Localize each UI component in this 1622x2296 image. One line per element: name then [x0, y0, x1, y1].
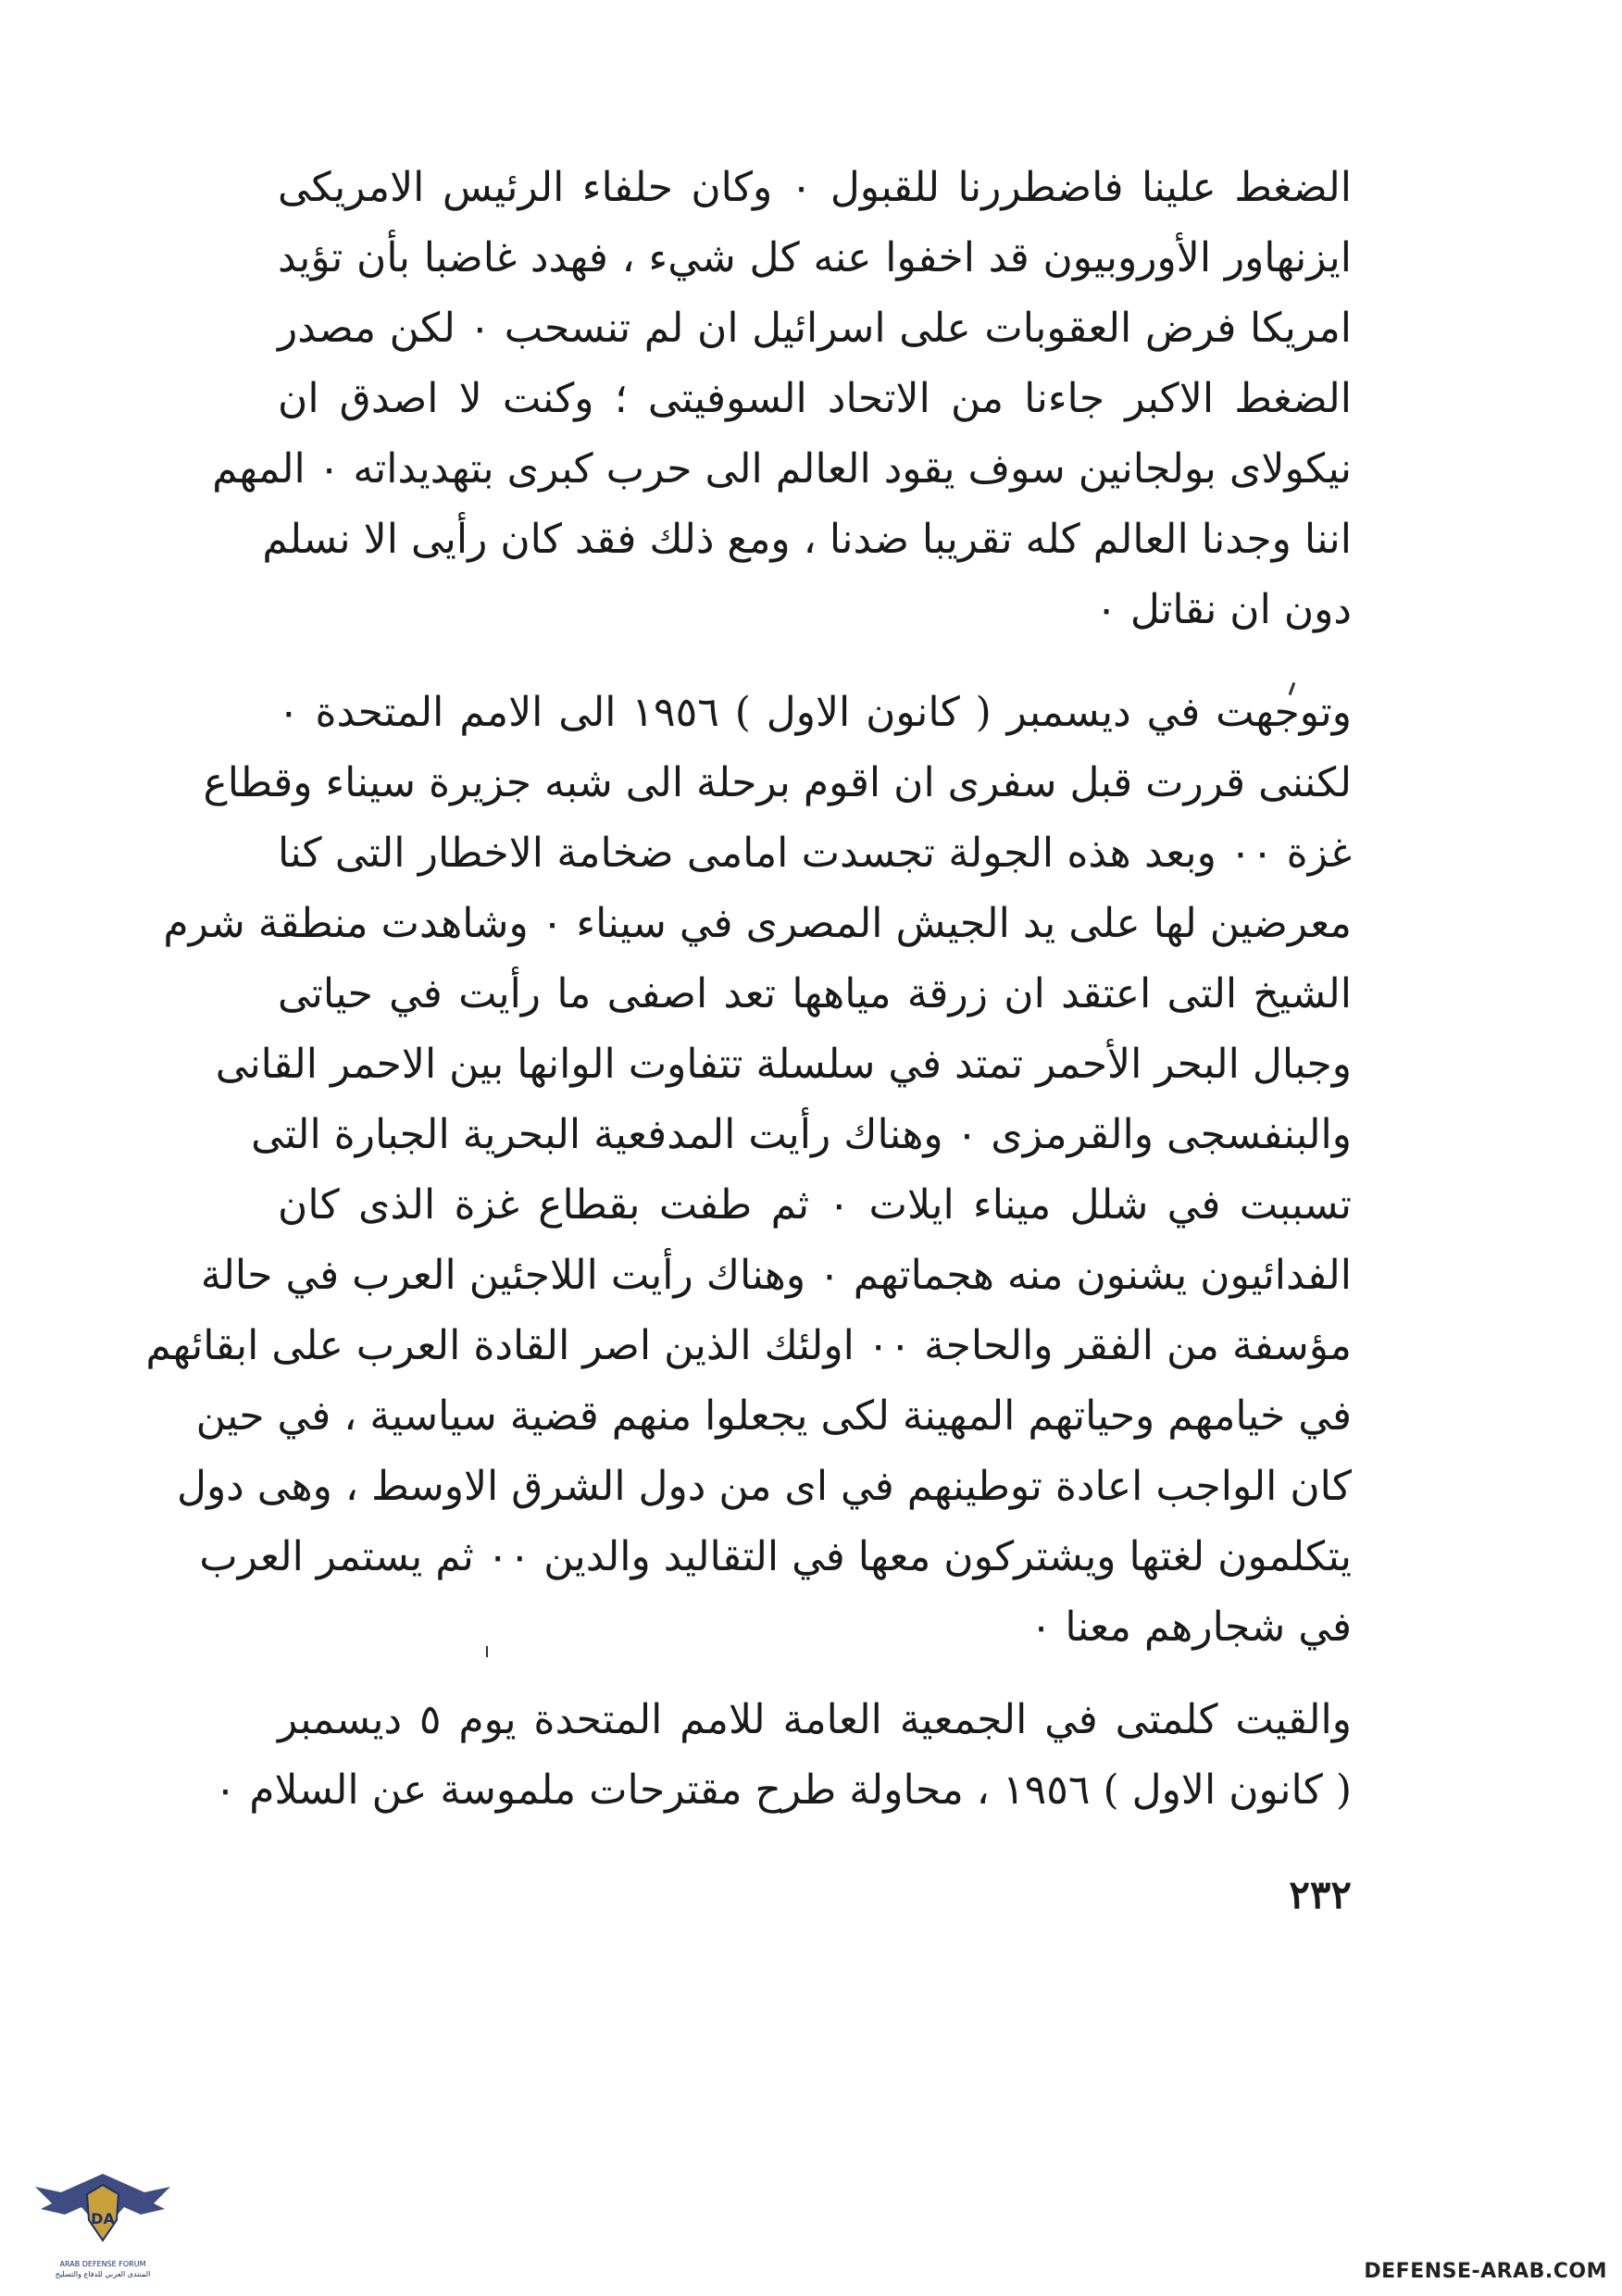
text-line: وجبال البحر الأحمر تمتد في سلسلة تتفاوت الوانها بين الاحمر القانى — [215, 1041, 1352, 1088]
text-line: ايزنهاور الأوروبيون قد اخفوا عنه كل شيء ، فهدد غاضبا بأن تؤيد — [278, 234, 1352, 281]
text-line: الشيخ التى اعتقد ان زرقة مياهها تعد اصفى ما رأيت في حياتى — [278, 970, 1352, 1017]
paragraph-2 — [145, 678, 1352, 1663]
text-line: والقيت كلمتى في الجمعية العامة للامم المتحدة يوم ٥ ديسمبر — [278, 1696, 1353, 1743]
watermark-logo — [33, 2166, 172, 2287]
svg-text:DA: DA — [91, 2210, 115, 2227]
text-line: تسببت في شلل ميناء ايلات ٠ ثم طفت بقطاع غزة الذى كان — [278, 1181, 1352, 1229]
text-line: كان الواجب اعادة توطينهم في اى من دول الشرق الاوسط ، وهى دول — [176, 1463, 1352, 1510]
text-line: في خيامهم وحياتهم المهينة لكى يجعلوا منهم قضية سياسية ، في حين — [195, 1392, 1352, 1440]
logo-caption-ar: المنتدى العربي للدفاع والتسليح — [55, 2270, 151, 2278]
scan-speck — [486, 1646, 488, 1657]
text-line: والبنفسجى والقرمزى ٠ وهناك رأيت المدفعية البحرية الجبارة التى — [251, 1111, 1352, 1158]
text-line: نيكولاى بولجانين سوف يقود العالم الى حرب كبرى بتهديداته ٠ المهم — [212, 445, 1352, 493]
text-line: معرضين لها على يد الجيش المصرى في سيناء ٠ وشاهدت منطقة شرم — [163, 900, 1352, 947]
logo-caption-en: ARAB DEFENSE FORUM — [59, 2260, 146, 2268]
text-line: ( كانون الاول ) ١٩٥٦ ، محاولة طرح مقترحات ملموسة عن السلام ٠ — [214, 1766, 1352, 1814]
text-line: اننا وجدنا العالم كله تقريبا ضدنا ، ومع ذلك فقد كان رأيى الا نسلم — [262, 516, 1352, 563]
eagle-shield-logo-icon — [33, 2166, 172, 2259]
text-line: وتوجهت في ديسمبر ( كانون الاول ) ١٩٥٦ الى الامم المتحدة ٠ — [278, 689, 1352, 736]
text-line: في شجارهم معنا ٠ — [1029, 1603, 1352, 1651]
text-line: يتكلمون لغتها ويشتركون معها في التقاليد والدين ٠٠ ثم يستمر العرب — [199, 1533, 1352, 1580]
paragraph-3 — [214, 1685, 1353, 1826]
text-line: دون ان نقاتل ٠ — [1095, 586, 1352, 633]
text-line: لكننى قررت قبل سفرى ان اقوم برحلة الى شبه جزيرة سيناء وقطاع — [203, 759, 1352, 806]
text-line: مؤسفة من الفقر والحاجة ٠٠ اولئك الذين اصر القادة العرب على ابقائهم — [145, 1322, 1352, 1369]
text-line: الضغط علينا فاضطررنا للقبول ٠ وكان حلفاء الرئيس الامريكى — [278, 164, 1352, 211]
text-line: امريكا فرض العقوبات على اسرائيل ان لم تنسحب ٠ لكن مصدر — [278, 305, 1352, 352]
page-number: ٢٣٢ — [1289, 1872, 1352, 1917]
text-line: الضغط الاكبر جاءنا من الاتحاد السوفيتى ؛ وكنت لا اصدق ان — [278, 375, 1352, 422]
watermark-url: DEFENSE-ARAB.COM — [1364, 2260, 1607, 2283]
text-line: الفدائيون يشنون منه هجماتهم ٠ وهناك رأيت اللاجئين العرب في حالة — [200, 1252, 1352, 1299]
paragraph-1 — [212, 153, 1352, 645]
text-line: غزة ٠٠ وبعد هذه الجولة تجسدت امامى ضخامة الاخطار التى كنا — [278, 830, 1352, 877]
